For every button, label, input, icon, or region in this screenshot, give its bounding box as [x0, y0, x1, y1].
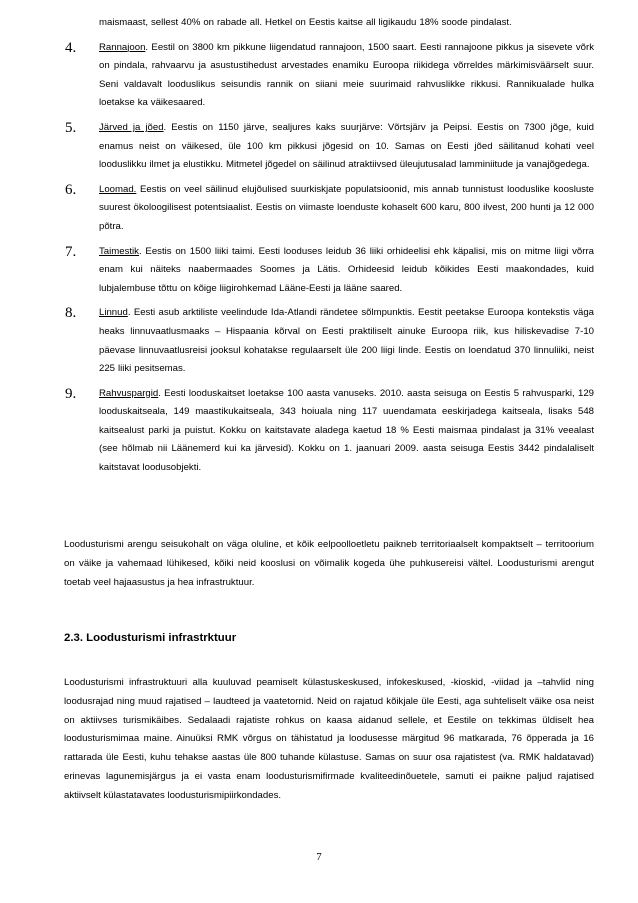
- list-item-text: maismaast, sellest 40% on rabade all. Hetkel on Eestis kaitse all ligikaudu 18% soode pindalast.: [99, 17, 512, 28]
- page-number: 7: [316, 851, 322, 863]
- list-item-text: . Eesti asub arktiliste veelindude Ida-Atlandi rändetee sõlmpunktis. Eestit peetakse Euroopa kontekstis väga heaks linnuvaatlusmaaks – Hispaania kõrval on Eesti praktiliselt ainuke Euroopa riik, kus hiliskevadise 7-10 päevase linnuvaatlusreisi jooksul kohatakse regulaarselt üle 200 liigi linde. Eestis on loendatud 370 linnuliiki, neist 225 liiki pesitsemas.: [99, 307, 594, 375]
- list-item-loomad: [64, 181, 594, 237]
- numbered-list: [64, 14, 594, 484]
- list-item-number: 7.: [65, 243, 77, 260]
- list-item-taimestik: [64, 243, 594, 299]
- list-item-text: . Eesti looduskaitset loetakse 100 aasta vanuseks. 2010. aasta seisuga on Eestis 5 rahvusparki, 129 looduskaitseala, 149 maastikukaitseala, 343 hoiuala ning 117 uuendamata eeskirjadega kaitseala, lisaks 548 kaitsealust parki ja puistut. Kokku on kaitstavate aladega kaetud 18 % Eesti maismaa pindalast ja 31% veealast (see hõlmab nii Läänemerd kui ka järvesid). Kokku on 1. jaanuari 2009. aasta seisuga Eestis 3442 pindalaliselt kaitstavat loodusobjekti.: [99, 387, 594, 474]
- list-item-number: 6.: [65, 181, 77, 198]
- list-item-rahvuspargid: [64, 385, 594, 478]
- list-item-title: Rannajoon: [99, 41, 146, 53]
- list-item-linnud: [64, 304, 594, 378]
- list-item-title: Taimestik: [99, 245, 139, 257]
- section-heading: 2.3. Loodusturismi infrastrktuur: [64, 632, 237, 644]
- list-item-title: Järved ja jõed: [99, 121, 164, 133]
- list-item-number: 8.: [65, 305, 77, 322]
- list-item-title: Loomad.: [99, 183, 137, 195]
- list-item-number: 5.: [65, 119, 77, 136]
- list-item-text: . Eestil on 3800 km pikkune liigendatud rannajoon, 1500 saart. Eesti rannajoone pikkus ja sisevete võrk on pindala, rahvaarvu ja asustustihedust arvestades enamiku Euroopa riikidega võrreldes märkimisväärselt suur. Seni valdavalt looduslikus seisundis rannik on siiani meie suurimaid rahvuslikke rikkusi. Rannikualade hulka loetakse ka väikesaared.: [99, 41, 594, 109]
- list-item-number: 9.: [65, 385, 77, 402]
- list-item-number: 4.: [65, 39, 77, 56]
- list-item-text: . Eestis on 1150 järve, sealjures kaks suurjärve: Võrtsjärv ja Peipsi. Eestis on 7300 jõge, kuid enamus neist on väikesed, üle 100 km pikkusi jõgesid on 10. Samas on Eesti jõed säilitanud kohati veel looduslikku ilmet ja elustikku. Mitmetel jõgedel on säilinud atraktiivsed üleujutusalad lamminiitude ja vanajõgedega.: [99, 121, 594, 171]
- list-item-continuation: [64, 14, 594, 33]
- body-paragraph-1: Loodusturismi arengu seisukohalt on väga oluline, et kõik eelpoolloetletu paikneb territoriaalselt kompaktselt – territoorium on väike ja vahemaad lühikesed, kõiki neid kooslusi on võimalik kogeda ühe puhkusereisi vältel. Loodusturismi arengut toetab veel hajaasustus ja hea infrastruktuur.: [64, 539, 594, 588]
- list-item-text: Eestis on veel säilinud elujõulised suurkiskjate populatsioonid, mis annab tunnistust looduslike koosluste suurest ökoloogilisest potentsiaalist. Eestis on viimaste loenduste kohaselt 600 karu, 800 ilvest, 200 hunti ja 12 000 põtra.: [99, 183, 594, 232]
- list-item-rannajoon: [64, 39, 594, 113]
- body-paragraph-2: Loodusturismi infrastruktuuri alla kuuluvad peamiselt külastuskeskused, infokeskused, -kioskid, -viidad ja –tahvlid ning loodusrajad ning muud rajatised – laudteed ja vaatetornid. Neid on rajatud kõikjale üle Eesti, aga suhteliselt väike osa neist on aktiivses turismikäibes. Sedalaadi rajatiste rohkus on kaasa aidanud sellele, et Eestile on tekkimas üldiselt hea loodusturismimaa maine. Ainuüksi RMK võrgus on tähistatud ja loodusesse märgitud 96 matkarada, 76 õpperada ja 16 rattarada üle Eesti, kuhu tehakse aastas üle 800 tuhande külastuse. Samas on suur osa rajatistest (va. RMK haldatavad) erinevas lagunemisjärgus ja ei vasta enam loodusturismifirmade kvaliteedinõuetele, samuti ei paikne paljud rajatised aktiivselt külastatavates loodusturismipiirkondades.: [64, 677, 594, 801]
- list-item-title: Linnud: [99, 307, 128, 319]
- list-item-title: Rahvuspargid: [99, 387, 159, 399]
- list-item-text: . Eestis on 1500 liiki taimi. Eesti looduses leidub 36 liiki orhideelisi ehk käpalisi, mis on mitme liigi võrra enam kui näiteks naabermaades Soomes ja Lätis. Orhideesid leidub kõikides Eesti maakondades, kuid lubjalembuse tõttu on kõige liigirohkemad Lääne-Eesti ja lääne saared.: [99, 245, 594, 294]
- list-item-jarved-ja-joed: [64, 119, 594, 175]
